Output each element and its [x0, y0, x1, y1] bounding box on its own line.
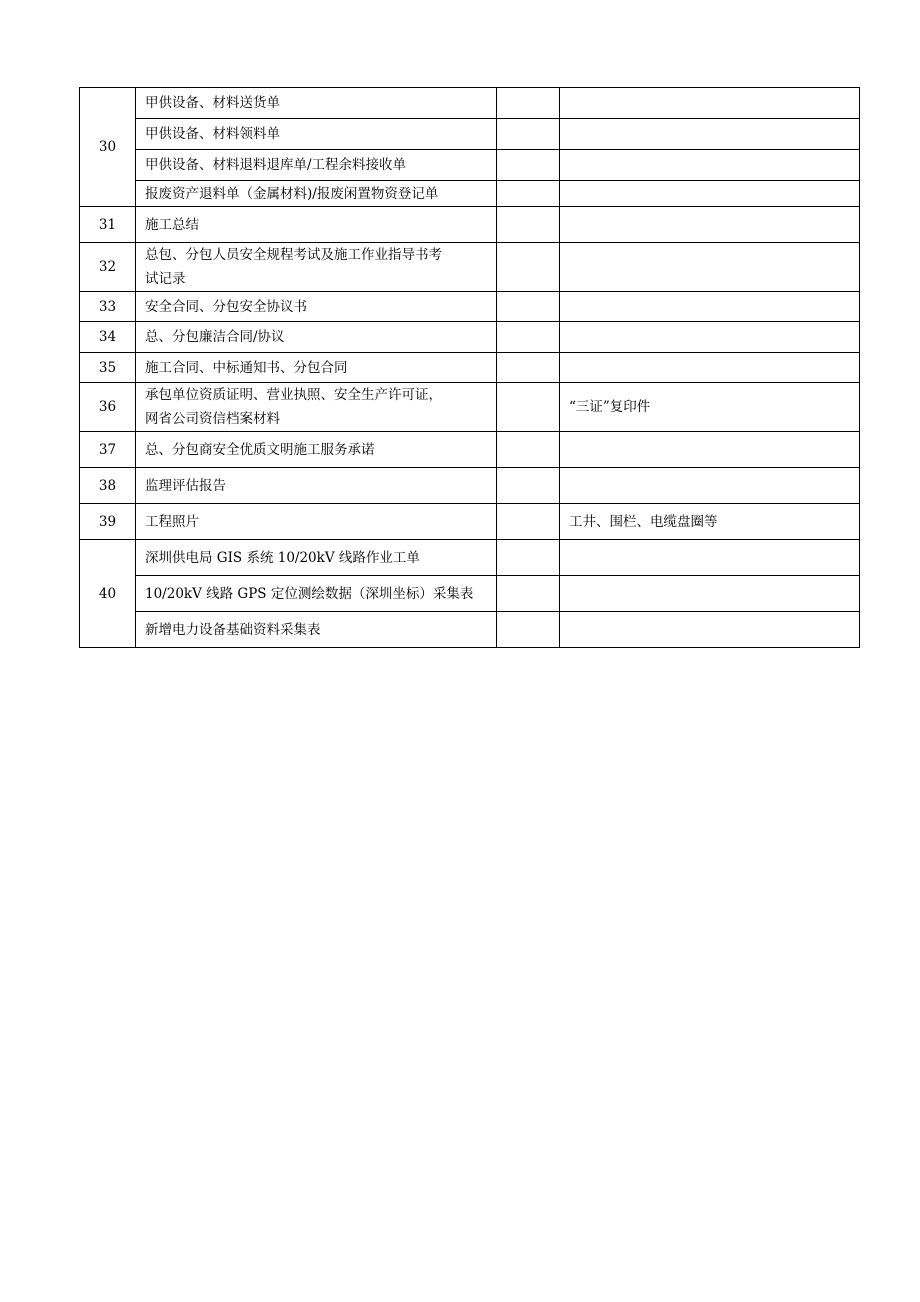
check-cell: [497, 468, 560, 504]
remark-cell: [560, 119, 860, 150]
row-number: 37: [80, 432, 136, 468]
item-name-line: 网省公司资信档案材料: [145, 411, 280, 427]
table-row: [80, 432, 860, 468]
check-cell: [497, 612, 560, 648]
table-row: [80, 150, 860, 181]
remark-cell: [560, 181, 860, 207]
table-row: [80, 468, 860, 504]
check-cell: [497, 150, 560, 181]
check-cell: [497, 432, 560, 468]
row-number: 36: [80, 383, 136, 432]
check-cell: [497, 88, 560, 119]
row-number: 32: [80, 243, 136, 292]
item-name: 工程照片: [136, 504, 497, 540]
item-name: [136, 383, 497, 432]
remark-cell: [560, 540, 860, 576]
table-row: [80, 88, 860, 119]
item-name: 安全合同、分包安全协议书: [136, 292, 497, 322]
row-number: 30: [80, 88, 136, 207]
check-cell: [497, 292, 560, 322]
row-number: 34: [80, 322, 136, 353]
table-row: [80, 576, 860, 612]
check-cell: [497, 243, 560, 292]
table-row: [80, 322, 860, 353]
check-cell: [497, 383, 560, 432]
remark-cell: [560, 243, 860, 292]
item-name: 报废资产退料单（金属材料)/报废闲置物资登记单: [136, 181, 497, 207]
item-name: 监理评估报告: [136, 468, 497, 504]
check-cell: [497, 576, 560, 612]
remark-cell: [560, 576, 860, 612]
archive-checklist-table: [79, 87, 860, 648]
item-name: 甲供设备、材料送货单: [136, 88, 497, 119]
item-name: 10/20kV 线路 GPS 定位测绘数据（深圳坐标）采集表: [136, 576, 497, 612]
table-row: [80, 540, 860, 576]
remark-cell: [560, 292, 860, 322]
item-name: [136, 243, 497, 292]
table-row: [80, 181, 860, 207]
remark-cell: [560, 322, 860, 353]
check-cell: [497, 540, 560, 576]
row-number: 33: [80, 292, 136, 322]
table-row: [80, 383, 860, 432]
remark-cell: [560, 150, 860, 181]
table-row: [80, 353, 860, 383]
item-name: 总、分包商安全优质文明施工服务承诺: [136, 432, 497, 468]
row-number: 31: [80, 207, 136, 243]
table-row: [80, 292, 860, 322]
remark-cell: 工井、围栏、电缆盘圈等: [560, 504, 860, 540]
item-name: 施工合同、中标通知书、分包合同: [136, 353, 497, 383]
check-cell: [497, 119, 560, 150]
check-cell: [497, 181, 560, 207]
remark-cell: [560, 612, 860, 648]
table-row: [80, 207, 860, 243]
check-cell: [497, 353, 560, 383]
row-number: 39: [80, 504, 136, 540]
remark-cell: [560, 88, 860, 119]
remark-cell: “三证”复印件: [560, 383, 860, 432]
check-cell: [497, 207, 560, 243]
item-name: 甲供设备、材料领料单: [136, 119, 497, 150]
table-row: [80, 243, 860, 292]
item-name: 总、分包廉洁合同/协议: [136, 322, 497, 353]
item-name-line: 总包、分包人员安全规程考试及施工作业指导书考: [145, 247, 442, 263]
item-name-line: 试记录: [145, 271, 186, 287]
item-name: 甲供设备、材料退料退库单/工程余料接收单: [136, 150, 497, 181]
remark-cell: [560, 468, 860, 504]
item-name: 深圳供电局 GIS 系统 10/20kV 线路作业工单: [136, 540, 497, 576]
document-page: [79, 87, 859, 648]
check-cell: [497, 322, 560, 353]
item-name: 新增电力设备基础资料采集表: [136, 612, 497, 648]
check-cell: [497, 504, 560, 540]
table-row: [80, 504, 860, 540]
remark-cell: [560, 432, 860, 468]
table-row: [80, 119, 860, 150]
row-number: 38: [80, 468, 136, 504]
table-row: [80, 612, 860, 648]
item-name-line: 承包单位资质证明、营业执照、安全生产许可证，: [145, 387, 442, 403]
remark-cell: [560, 353, 860, 383]
item-name: 施工总结: [136, 207, 497, 243]
remark-cell: [560, 207, 860, 243]
row-number: 35: [80, 353, 136, 383]
row-number: 40: [80, 540, 136, 648]
